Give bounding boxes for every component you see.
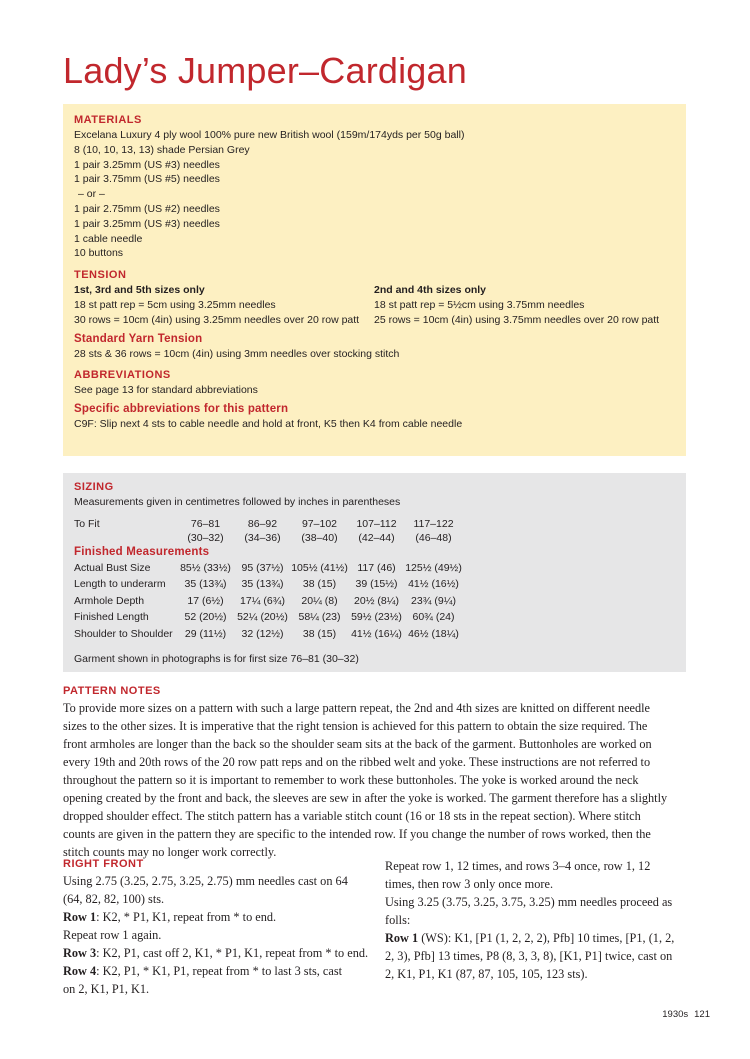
specific-abbreviations-line: C9F: Slip next 4 sts to cable needle and hold at front, K5 then K4 from cable needle [74, 418, 463, 431]
pattern-notes-line: To provide more sizes on a pattern with such a large pattern repeat, the 2nd and 4th sizes are knitted on different needle [63, 701, 651, 715]
table-row [74, 560, 462, 577]
table-row [74, 609, 462, 626]
standard-tension-line: 28 sts & 36 rows = 10cm (4in) using 3mm needles over stocking stitch [74, 347, 400, 360]
row-label: Shoulder to Shoulder [74, 627, 173, 640]
pattern-notes [63, 684, 686, 861]
pattern-notes-line: every 19th and 20th rows of the 20 row patt reps and on the ribbed welt and yoke. These instructions are not referred to [63, 755, 651, 769]
cell: 60¾ (24) [412, 611, 455, 624]
cell: 58¼ (23) [298, 611, 341, 624]
instruction-line: 2, 3), Pfb] 13 times, P8 (8, 3, 3, 8), [K1, P1] twice, cast on [385, 949, 673, 963]
cell: 35 (13¾) [241, 578, 284, 591]
instruction-line: times, then row 3 only once more. [385, 877, 554, 891]
instruction-line: (64, 82, 82, 100) sts. [63, 892, 165, 906]
cell: 17 (6½) [187, 594, 224, 607]
row-text: : K2, * P1, K1, repeat from * to end. [96, 910, 277, 924]
instruction-line: Using 2.75 (3.25, 2.75, 3.25, 2.75) mm needles cast on 64 [63, 874, 348, 888]
row-text: (WS): K1, [P1 (1, 2, 2, 2), Pfb] 10 times, [P1, (1, 2, [418, 931, 675, 945]
cell: 20½ (8¼) [354, 594, 399, 607]
row-label: Actual Bust Size [74, 561, 151, 574]
tension-left-line: 18 st patt rep = 5cm using 3.25mm needles [74, 298, 276, 311]
cell: 38 (15) [302, 578, 337, 591]
instruction-line: Using 3.25 (3.75, 3.25, 3.75, 3.25) mm needles proceed as [385, 895, 673, 909]
cell: 32 (12½) [241, 627, 284, 640]
materials-line: 1 pair 2.75mm (US #2) needles [74, 202, 220, 215]
sizing-note: Garment shown in photographs is for first size 76–81 (30–32) [74, 653, 359, 666]
instruction-line: Repeat row 1 again. [63, 928, 162, 942]
materials-line: – or – [78, 188, 105, 201]
instruction-line: folls: [385, 913, 411, 927]
cell: 38 (15) [302, 627, 337, 640]
pattern-notes-heading: PATTERN NOTES [63, 685, 161, 697]
cell: 41½ (16¼) [351, 627, 402, 640]
pattern-notes-body [63, 699, 686, 861]
cell: 20¼ (8) [301, 594, 338, 607]
materials-line: 1 pair 3.75mm (US #5) needles [74, 173, 220, 186]
pattern-notes-line: opening created by the front and back, the sleeves are sew in after the yoke is worked. The garment therefore has a slightly [63, 791, 668, 805]
tension-columns [74, 283, 675, 327]
row-label: Length to underarm [74, 578, 166, 591]
cell: 17¼ (6¾) [240, 594, 285, 607]
sizing-intro: Measurements given in centimetres followed by inches in parentheses [74, 496, 401, 508]
to-fit-cm: 107–112 [356, 517, 397, 530]
row-label: Row 3 [63, 946, 97, 960]
to-fit-inches-row [74, 531, 462, 545]
tension-right-title: 2nd and 4th sizes only [374, 284, 487, 297]
abbreviations-line: See page 13 for standard abbreviations [74, 384, 258, 397]
instruction-line: on 2, K1, P1, K1. [63, 982, 150, 996]
pattern-notes-line: stitch counts may no longer work correctly. [63, 845, 277, 859]
cell: 59½ (23½) [351, 611, 402, 624]
cell: 41½ (16½) [408, 578, 459, 591]
right-front-heading: RIGHT FRONT [63, 858, 144, 870]
materials-heading: MATERIALS [74, 114, 142, 126]
pattern-notes-line: dropped shoulder effect. The stitch pattern has a variable stitch count (16 or 18 sts in the repeat section). Where stitch [63, 809, 641, 823]
right-front-continued [385, 857, 686, 983]
row-label: Armhole Depth [74, 594, 145, 607]
tension-left-line: 30 rows = 10cm (4in) using 3.25mm needles over 20 row patt [74, 313, 360, 326]
cell: 46½ (18¼) [408, 627, 459, 640]
sizing-heading: SIZING [74, 481, 114, 493]
instruction-line [63, 944, 369, 962]
to-fit-cm: 117–122 [413, 517, 454, 530]
specific-abbreviations-heading: Specific abbreviations for this pattern [74, 403, 289, 416]
table-row [74, 626, 462, 643]
instruction-line: Repeat row 1, 12 times, and rows 3–4 once, row 1, 12 [385, 859, 651, 873]
materials-panel [63, 104, 686, 456]
to-fit-in: (34–36) [244, 531, 281, 544]
tension-left-title: 1st, 3rd and 5th sizes only [74, 284, 205, 297]
row-label: Row 4 [63, 964, 97, 978]
to-fit-in: (38–40) [301, 531, 338, 544]
pattern-notes-line: front armholes are longer than the back so the shoulder seam sits at the back of the garment. Buttonholes are worked on [63, 737, 652, 751]
materials-line: Excelana Luxury 4 ply wool 100% pure new British wool (159m/174yds per 50g ball) [74, 129, 465, 141]
row-label: Row 1 [63, 910, 97, 924]
cell: 105½ (41½) [291, 561, 348, 574]
cell: 52 (20½) [184, 611, 227, 624]
to-fit-cm: 86–92 [247, 517, 278, 530]
row-text: : K2, P1, cast off 2, K1, * P1, K1, repeat from * to end. [96, 946, 369, 960]
page-number: 121 [694, 1009, 710, 1020]
section-name: 1930s [662, 1009, 689, 1020]
cell: 52¼ (20½) [237, 611, 288, 624]
to-fit-in: (46–48) [415, 531, 452, 544]
tension-right-line: 18 st patt rep = 5½cm using 3.75mm needles [374, 298, 585, 311]
row-label: Row 1 [385, 931, 419, 945]
row-text: : K2, P1, * K1, P1, repeat from * to last 3 sts, cast [96, 964, 343, 978]
to-fit-in: (30–32) [187, 531, 224, 544]
instruction-line: 2, K1, P1, K1 (87, 87, 105, 105, 123 sts). [385, 967, 588, 981]
sizing-panel [63, 473, 686, 672]
cell: 117 (46) [357, 561, 396, 574]
cell: 85½ (33½) [180, 561, 231, 574]
sizing-table [74, 517, 462, 643]
right-front-section [63, 857, 369, 998]
cell: 95 (37½) [241, 561, 284, 574]
materials-line: 1 pair 3.25mm (US #3) needles [74, 158, 220, 171]
cell: 29 (11½) [184, 627, 227, 640]
cell: 39 (15½) [355, 578, 398, 591]
pattern-notes-line: sizes to the other sizes. It is imperative that the right tension is achieved for this pattern to obtain the size required. The [63, 719, 648, 733]
cell: 35 (13¾) [184, 578, 227, 591]
pattern-notes-line: counts are given in the pattern they are specific to the intended row. If you change the number of rows worked, then the [63, 827, 651, 841]
finished-measurements-heading: Finished Measurements [74, 545, 210, 558]
row-label: Finished Length [74, 611, 149, 624]
table-row [74, 576, 462, 593]
materials-line: 10 buttons [74, 247, 124, 260]
materials-list [74, 128, 675, 261]
materials-line: 8 (10, 10, 13, 13) shade Persian Grey [74, 143, 250, 156]
table-row [74, 593, 462, 610]
standard-tension-heading: Standard Yarn Tension [74, 332, 203, 345]
cell: 23¾ (9¼) [411, 594, 456, 607]
instruction-line [63, 962, 363, 980]
to-fit-cm: 97–102 [301, 517, 338, 530]
instruction-line [385, 929, 686, 947]
to-fit-in: (42–44) [358, 531, 395, 544]
page-footer [656, 1009, 710, 1020]
materials-line: 1 cable needle [74, 232, 143, 245]
to-fit-label: To Fit [74, 517, 100, 530]
tension-heading: TENSION [74, 269, 127, 282]
abbreviations-heading: ABBREVIATIONS [74, 369, 171, 382]
materials-line: 1 pair 3.25mm (US #3) needles [74, 217, 220, 230]
to-fit-row [74, 517, 462, 531]
to-fit-cm: 76–81 [190, 517, 221, 530]
instruction-line [63, 908, 363, 926]
page-title: Lady’s Jumper–Cardigan [63, 50, 467, 91]
pattern-notes-line: throughout the pattern so it is important to remember to work these buttonholes. The yoke is worked around the neck [63, 773, 639, 787]
tension-right-line: 25 rows = 10cm (4in) using 3.75mm needles over 20 row patt [374, 313, 660, 326]
cell: 125½ (49½) [405, 561, 462, 574]
